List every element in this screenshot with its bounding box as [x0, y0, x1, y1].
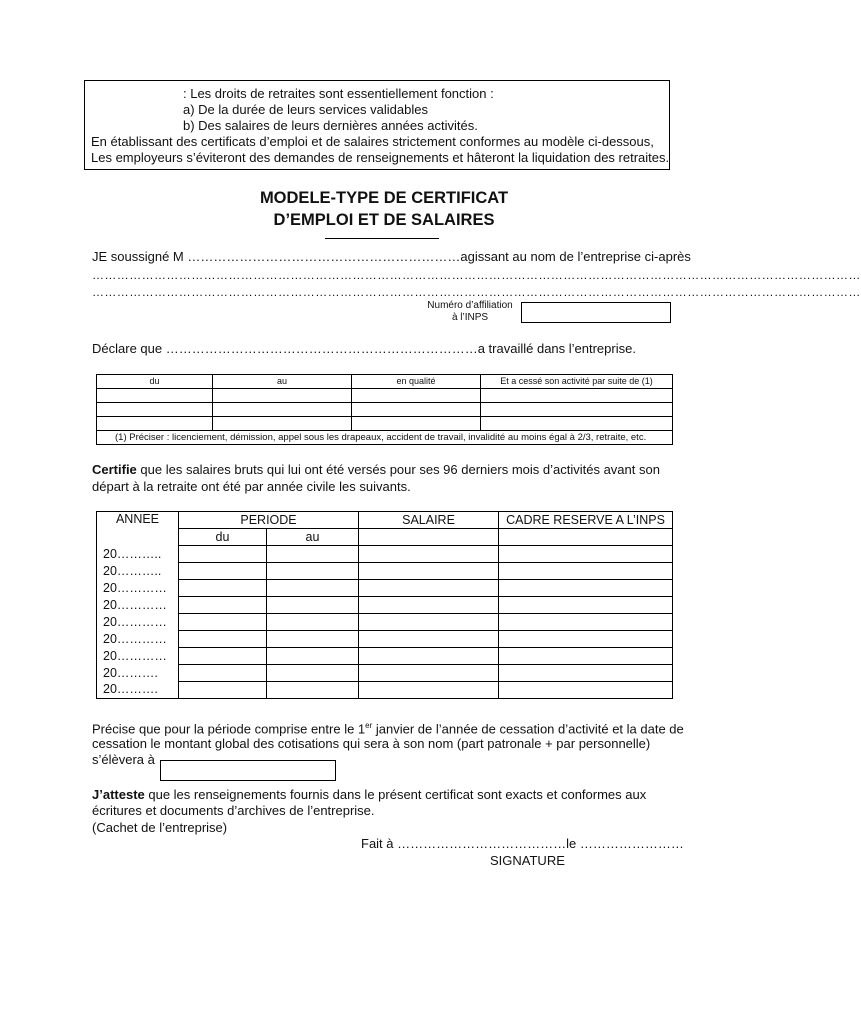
certifie-bold: Certifie	[92, 462, 137, 477]
header-au: au	[213, 375, 352, 389]
declare-line: Déclare que ………………………………………………………………a travaillé dans l’entreprise.	[92, 341, 636, 356]
cell[interactable]	[179, 648, 267, 665]
precise-line-1	[92, 718, 684, 737]
table-row	[97, 563, 673, 580]
cell[interactable]	[359, 614, 499, 631]
intro-box	[84, 80, 670, 170]
cell[interactable]	[352, 403, 481, 417]
precise-text-b: janvier de l’année de cessation d’activité et la date de	[372, 721, 684, 737]
cell[interactable]	[352, 417, 481, 431]
header-periode: PERIODE	[179, 512, 359, 529]
year-cell: 20…………	[97, 580, 179, 597]
cell[interactable]	[359, 563, 499, 580]
cell[interactable]	[97, 403, 213, 417]
table-row	[97, 580, 673, 597]
precise-text-a: Précise que pour la période comprise entre le 1	[92, 721, 366, 737]
cell[interactable]	[179, 682, 267, 699]
header-salaire: SALAIRE	[359, 512, 499, 529]
cell[interactable]	[97, 417, 213, 431]
precise-line-3: s’élèvera à	[92, 752, 155, 767]
cell[interactable]	[179, 580, 267, 597]
intro-line-3: b) Des salaires de leurs dernières années activités.	[183, 118, 478, 133]
cell[interactable]	[213, 403, 352, 417]
cell[interactable]	[499, 648, 673, 665]
intro-line-4: En établissant des certificats d’emploi et de salaires strictement conformes au modèle ci-dessous,	[91, 134, 654, 149]
table-row	[97, 546, 673, 563]
cell[interactable]	[359, 631, 499, 648]
atteste-bold: J’atteste	[92, 787, 145, 802]
table-row	[97, 682, 673, 699]
document-title-line-2: D’EMPLOI ET DE SALAIRES	[273, 211, 495, 229]
cell[interactable]	[213, 417, 352, 431]
cell[interactable]	[359, 648, 499, 665]
amount-field[interactable]	[160, 760, 336, 781]
year-cell: 20………..	[97, 546, 179, 563]
salary-table	[96, 511, 673, 699]
cell[interactable]	[499, 580, 673, 597]
cell[interactable]	[267, 648, 359, 665]
cell[interactable]	[499, 665, 673, 682]
table-footnote: (1) Préciser : licenciement, démission, appel sous les drapeaux, accident de travail, invalidité au moins égal à 2/3, retraite, etc.	[97, 431, 673, 445]
cell[interactable]	[359, 546, 499, 563]
year-cell: 20…………	[97, 597, 179, 614]
cell[interactable]	[179, 597, 267, 614]
cell[interactable]	[481, 389, 673, 403]
cell[interactable]	[179, 546, 267, 563]
cell[interactable]	[359, 665, 499, 682]
signature-label: SIGNATURE	[490, 853, 565, 868]
year-cell: 20…………	[97, 631, 179, 648]
cell[interactable]	[359, 682, 499, 699]
cell[interactable]	[267, 631, 359, 648]
table-row	[97, 597, 673, 614]
certifie-line-2: départ à la retraite ont été par année civile les suivants.	[92, 479, 411, 494]
cachet-line: (Cachet de l’entreprise)	[92, 820, 228, 835]
cell[interactable]	[267, 563, 359, 580]
subheader-du: du	[179, 529, 267, 546]
soussigne-line: JE soussigné M ………………………………………………………agissant au nom de l’entreprise ci-après	[92, 249, 691, 264]
certifie-text: que les salaires bruts qui lui ont été versés pour ses 96 derniers mois d’activités avant son	[136, 462, 660, 477]
header-cadre: CADRE RESERVE A L’INPS	[499, 512, 673, 529]
atteste-text: que les renseignements fournis dans le présent certificat sont exacts et conformes aux	[144, 787, 647, 802]
atteste-line-1	[92, 787, 646, 803]
table-row	[97, 417, 673, 431]
cell[interactable]	[179, 665, 267, 682]
title-underline	[325, 238, 439, 239]
cell[interactable]	[499, 597, 673, 614]
header-annee: ANNEE	[97, 512, 179, 546]
atteste-line-2: écritures et documents d’archives de l’entreprise.	[92, 803, 375, 818]
document-title-line-1: MODELE-TYPE DE CERTIFICAT	[259, 189, 509, 207]
year-cell: 20……….	[97, 665, 179, 682]
table-subheader-row	[97, 529, 673, 546]
cell[interactable]	[179, 631, 267, 648]
cell[interactable]	[267, 614, 359, 631]
subheader-au: au	[267, 529, 359, 546]
dotted-line-2: ……………………………………………………………………………………………………………………………………………………………………	[92, 285, 861, 299]
table-row	[97, 648, 673, 665]
table-row	[97, 403, 673, 417]
intro-line-2: a) De la durée de leurs services validables	[183, 102, 428, 117]
cell[interactable]	[499, 614, 673, 631]
intro-line-1: : Les droits de retraites sont essentiellement fonction :	[183, 86, 494, 101]
table-row	[97, 631, 673, 648]
intro-line-5: Les employeurs s’éviteront des demandes de renseignements et hâteront la liquidation des retraites.	[91, 150, 670, 165]
cell[interactable]	[499, 631, 673, 648]
table-row	[97, 665, 673, 682]
cell[interactable]	[267, 665, 359, 682]
year-cell: 20…………	[97, 614, 179, 631]
affiliation-label-1: Numéro d’affiliation	[427, 300, 513, 311]
cell[interactable]	[359, 529, 499, 546]
cell[interactable]	[213, 389, 352, 403]
cell[interactable]	[97, 389, 213, 403]
cell[interactable]	[179, 614, 267, 631]
year-cell: 20…………	[97, 648, 179, 665]
cell[interactable]	[481, 403, 673, 417]
dotted-line-1: ……………………………………………………………………………………………………………………………………………………………………	[92, 268, 861, 282]
cell[interactable]	[359, 597, 499, 614]
header-du: du	[97, 375, 213, 389]
year-cell: 20………..	[97, 563, 179, 580]
employment-period-table	[96, 374, 673, 445]
affiliation-label-2: à l’INPS	[451, 312, 489, 323]
cell[interactable]	[267, 546, 359, 563]
cell[interactable]	[267, 597, 359, 614]
affiliation-number-field[interactable]	[521, 302, 671, 323]
cell[interactable]	[179, 563, 267, 580]
table-row	[97, 614, 673, 631]
cell[interactable]	[267, 682, 359, 699]
table-note-row	[97, 431, 673, 445]
cell[interactable]	[359, 580, 499, 597]
certifie-line-1	[92, 462, 660, 478]
cell[interactable]	[499, 546, 673, 563]
cell[interactable]	[481, 417, 673, 431]
precise-line-2: cessation le montant global des cotisations qui sera à son nom (part patronale + par personnelle)	[92, 736, 651, 751]
header-cessation: Et a cessé son activité par suite de (1)	[481, 375, 673, 389]
cell[interactable]	[499, 563, 673, 580]
cell[interactable]	[267, 580, 359, 597]
cell[interactable]	[499, 682, 673, 699]
precise-sup: er	[365, 721, 373, 730]
header-en-qualite: en qualité	[352, 375, 481, 389]
year-cell: 20……….	[97, 682, 179, 699]
table-header-row	[97, 512, 673, 529]
fait-line: Fait à …………………………………le ……………………	[361, 836, 684, 851]
table-header-row	[97, 375, 673, 389]
cell[interactable]	[352, 389, 481, 403]
cell[interactable]	[499, 529, 673, 546]
table-row	[97, 389, 673, 403]
